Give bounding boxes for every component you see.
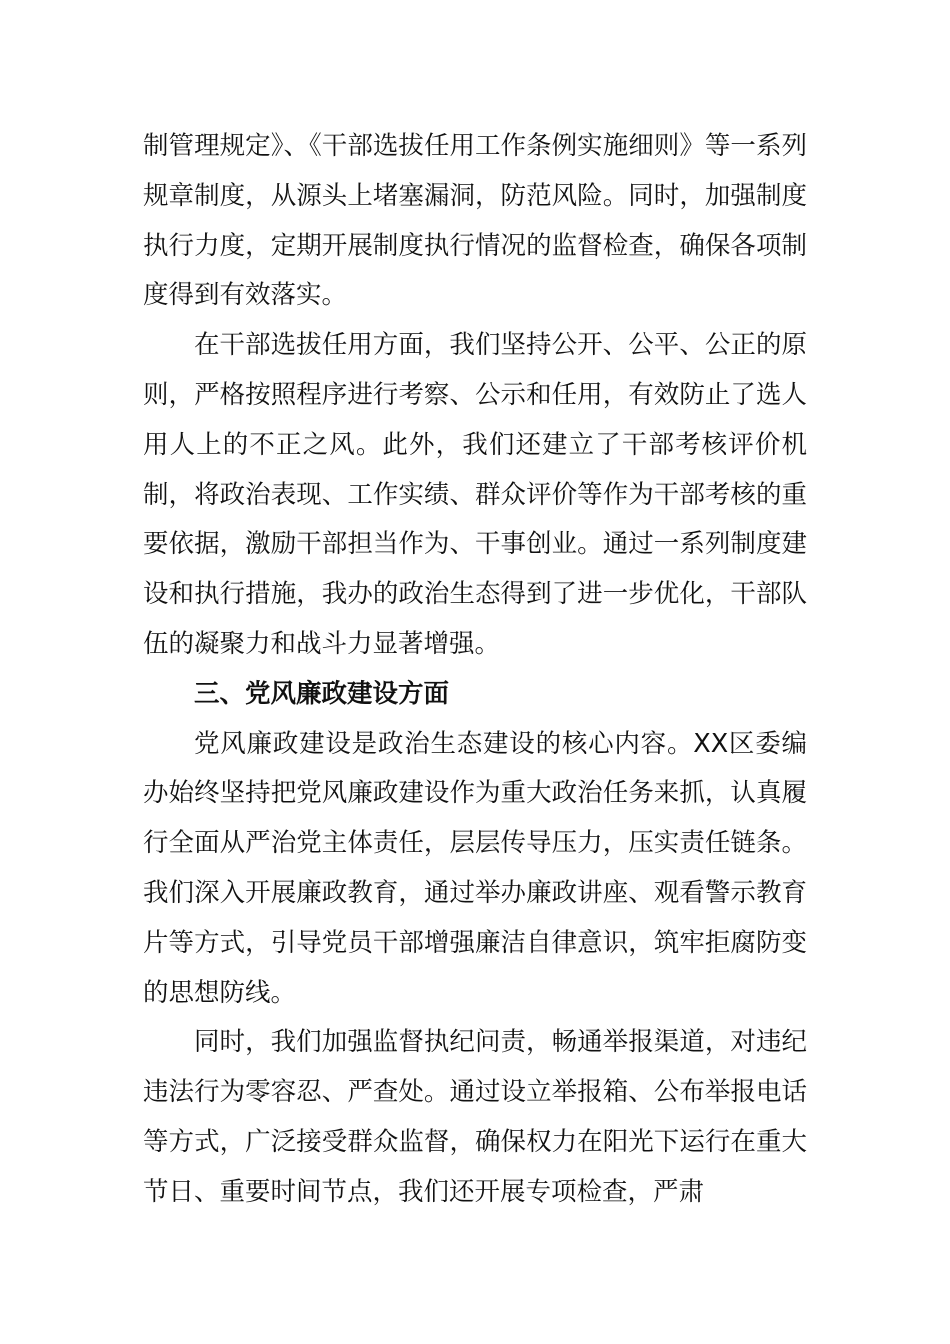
document-body xyxy=(143,122,807,1218)
paragraph-2: 在干部选拔任用方面，我们坚持公开、公平、公正的原则，严格按照程序进行考察、公示和任用，有效防止了选人用人上的不正之风。此外，我们还建立了干部考核评价机制，将政治表现、工作实绩、群众评价等作为干部考核的重要依据，激励干部担当作为、干事创业。通过一系列制度建设和执行措施，我办的政治生态得到了进一步优化，干部队伍的凝聚力和战斗力显著增强。 xyxy=(143,330,807,659)
paragraph-4: 同时，我们加强监督执纪问责，畅通举报渠道，对违纪违法行为零容忍、严查处。通过设立举报箱、公布举报电话等方式，广泛接受群众监督，确保权力在阳光下运行在重大节日、重要时间节点，我们还开展专项检查，严肃 xyxy=(143,1027,807,1207)
paragraph-3: 党风廉政建设是政治生态建设的核心内容。XX区委编办始终坚持把党风廉政建设作为重大政治任务来抓，认真履行全面从严治党主体责任，层层传导压力，压实责任链条。我们深入开展廉政教育，通过举办廉政讲座、观看警示教育片等方式，引导党员干部增强廉洁自律意识，筑牢拒腐防变的思想防线。 xyxy=(143,728,807,1008)
section-heading: 三、党风廉政建设方面 xyxy=(194,678,450,709)
paragraph-1: 制管理规定》、《干部选拔任用工作条例实施细则》等一系列规章制度，从源头上堵塞漏洞，防范风险。同时，加强制度执行力度，定期开展制度执行情况的监督检查，确保各项制度得到有效落实。 xyxy=(143,131,807,311)
